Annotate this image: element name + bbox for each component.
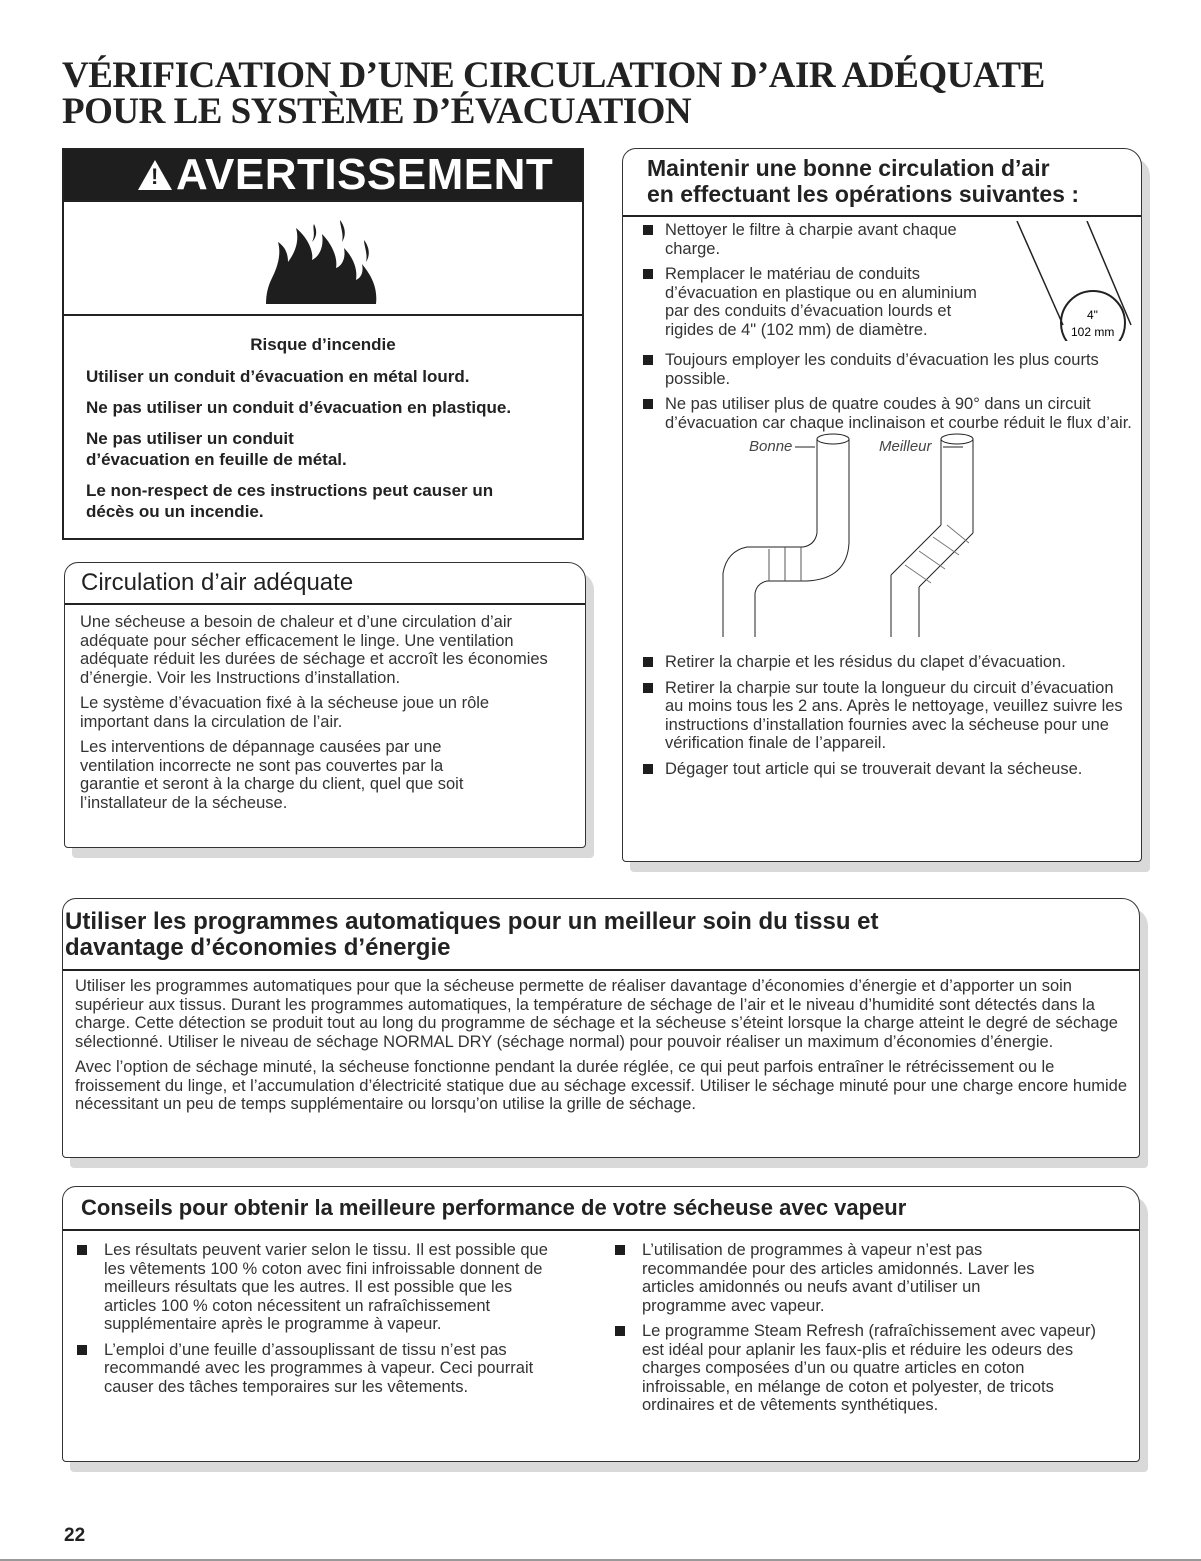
- maintain-heading-line-1: Maintenir une bonne circulation d’air: [647, 155, 1050, 181]
- steam-tip: Les résultats peuvent varier selon le tissu. Il est possible que les vêtements 100 % coton avec fini infroissable donnent de meilleurs résultats que les autres. Il est possible que les articles 100 % coton nécessitent un rafraîchissement supplémentaire après le programme à vapeur.: [63, 1241, 601, 1334]
- warning-line: Le non-respect de ces instructions peut causer un décès ou un incendie.: [86, 481, 494, 521]
- circulation-paragraph: Les interventions de dépannage causées par une ventilation incorrecte ne sont pas couvertes par la garantie et seront à la charge du client, quel que soit l’installateur de la sécheuse.: [80, 738, 464, 812]
- auto-programs-panel: [62, 898, 1140, 1158]
- warning-line: Ne pas utiliser un conduit d’évacuation en feuille de métal.: [86, 429, 347, 469]
- maintain-heading: [623, 149, 1141, 215]
- auto-heading-line-2: davantage d’économies d’énergie: [65, 934, 451, 961]
- auto-heading-line-1: Utiliser les programmes automatiques pour un meilleur soin du tissu et: [65, 908, 879, 935]
- warning-line: Utiliser un conduit d’évacuation en métal lourd.: [86, 367, 470, 386]
- warning-heading: AVERTISSEMENT: [176, 150, 554, 199]
- steam-heading: Conseils pour obtenir la meilleure performance de votre sécheuse avec vapeur: [81, 1195, 907, 1220]
- warning-body: [64, 316, 582, 522]
- maintain-item: Retirer la charpie et les résidus du clapet d’évacuation.: [623, 653, 1133, 672]
- auto-paragraph: Avec l’option de séchage minuté, la sécheuse fonctionne pendant la durée réglée, ce qui peut parfois entraîner le rétrécissement ou le froissement du linge, et l’accumulation d’électricité statique due au séchage excessif. Utiliser le séchage minuté pour une charge encore humide nécessitant un peu de temps supplémentaire ou lorsqu’on utilise la grille de séchage.: [75, 1058, 1128, 1113]
- steam-tips-left: [63, 1241, 601, 1422]
- maintain-item: Dégager tout article qui se trouverait devant la sécheuse.: [623, 760, 1133, 779]
- maintain-item: Nettoyer le filtre à charpie avant chaque charge.: [623, 221, 1133, 258]
- page-title-line-2: POUR LE SYSTÈME D’ÉVACUATION: [62, 91, 692, 132]
- warning-subtitle: Risque d’incendie: [250, 335, 396, 354]
- steam-tip: L’emploi d’une feuille d’assouplissant de tissu n’est pas recommandé avec les programmes à vapeur. Ceci pourrait causer des tâches temporaires sur les vêtements.: [63, 1341, 601, 1397]
- circulation-heading: Circulation d’air adéquate: [81, 569, 354, 596]
- circulation-paragraph: Une sécheuse a besoin de chaleur et d’une circulation d’air adéquate pour sécher efficacement le linge. Une ventilation adéquate réduit les durées de séchage et accroît les économies d’énergie. Voir les Instructions d’installation.: [80, 613, 548, 687]
- auto-paragraph: Utiliser les programmes automatiques pour que la sécheuse permette de réaliser davantage d’économies d’énergie et d’apporter un soin supérieur aux tissus. Durant les programmes automatiques, la température de séchage de l’air et le niveau d’humidité sont détectés dans la charge. Cette détection se produit tout au long du programme de séchage et la sécheuse s’éteint lorsque la charge atteint le degré de séchage sélectionné. Utiliser le niveau de séchage NORMAL DRY (séchage normal) pour pouvoir réaliser un maximum d’économies d’énergie.: [75, 977, 1118, 1051]
- maintain-item: Retirer la charpie sur toute la longueur du circuit d’évacuation au moins tous les 2 ans. Après le nettoyage, veuillez suivre les instructions d’installation fournies avec la sécheuse pour une vérification finale de l’appareil.: [623, 679, 1133, 753]
- warning-box: [62, 148, 584, 540]
- fire-icon: [266, 216, 386, 306]
- warning-line: Ne pas utiliser un conduit d’évacuation en plastique.: [86, 398, 512, 417]
- circulation-paragraph: Le système d’évacuation fixé à la sécheuse joue un rôle important dans la circulation de l’air.: [80, 694, 490, 731]
- page-number: 22: [64, 1525, 86, 1546]
- duct-label-inches: 4": [1087, 308, 1098, 322]
- label-better: Meilleur: [879, 438, 932, 455]
- label-good: Bonne: [749, 438, 793, 455]
- steam-tip: Le programme Steam Refresh (rafraîchissement avec vapeur) est idéal pour aplanir les faux-plis et réduire les odeurs des charges composées d’un ou quatre articles en coton infroissable, en mélange de coton et polyester, de tricots ordinaires et de vêtements synthétiques.: [601, 1322, 1139, 1415]
- steam-tips-panel: [62, 1186, 1140, 1462]
- duct-label-mm: 102 mm: [1071, 325, 1115, 339]
- maintain-item: Ne pas utiliser plus de quatre coudes à 90° dans un circuit d’évacuation car chaque inclinaison et courbe réduit le flux d’air.: [623, 395, 1133, 432]
- warning-triangle-icon: [138, 160, 172, 190]
- circulation-panel: [64, 562, 586, 848]
- page-title-line-1: VÉRIFICATION D’UNE CIRCULATION D’AIR ADÉQUATE: [62, 55, 1045, 96]
- warning-icon-area: [64, 202, 582, 316]
- warning-header: [64, 150, 582, 202]
- auto-heading: [63, 899, 1139, 969]
- steam-tip: L’utilisation de programmes à vapeur n’est pas recommandée pour des articles amidonnés. Laver les articles amidonnés ou neufs avant d’utiliser un programme avec vapeur.: [601, 1241, 1139, 1315]
- maintain-heading-line-2: en effectuant les opérations suivantes :: [647, 181, 1080, 207]
- elbow-duct-illustration: [707, 433, 1007, 643]
- page-title: [62, 55, 1045, 132]
- maintain-item: Toujours employer les conduits d’évacuation les plus courts possible.: [623, 351, 1133, 388]
- maintain-panel: [622, 148, 1142, 862]
- maintain-item: Remplacer le matériau de conduits d’évacuation en plastique ou en aluminium par des conduits d’évacuation lourds et rigides de 4" (102 mm) de diamètre.: [623, 265, 1133, 339]
- steam-tips-right: [601, 1241, 1139, 1422]
